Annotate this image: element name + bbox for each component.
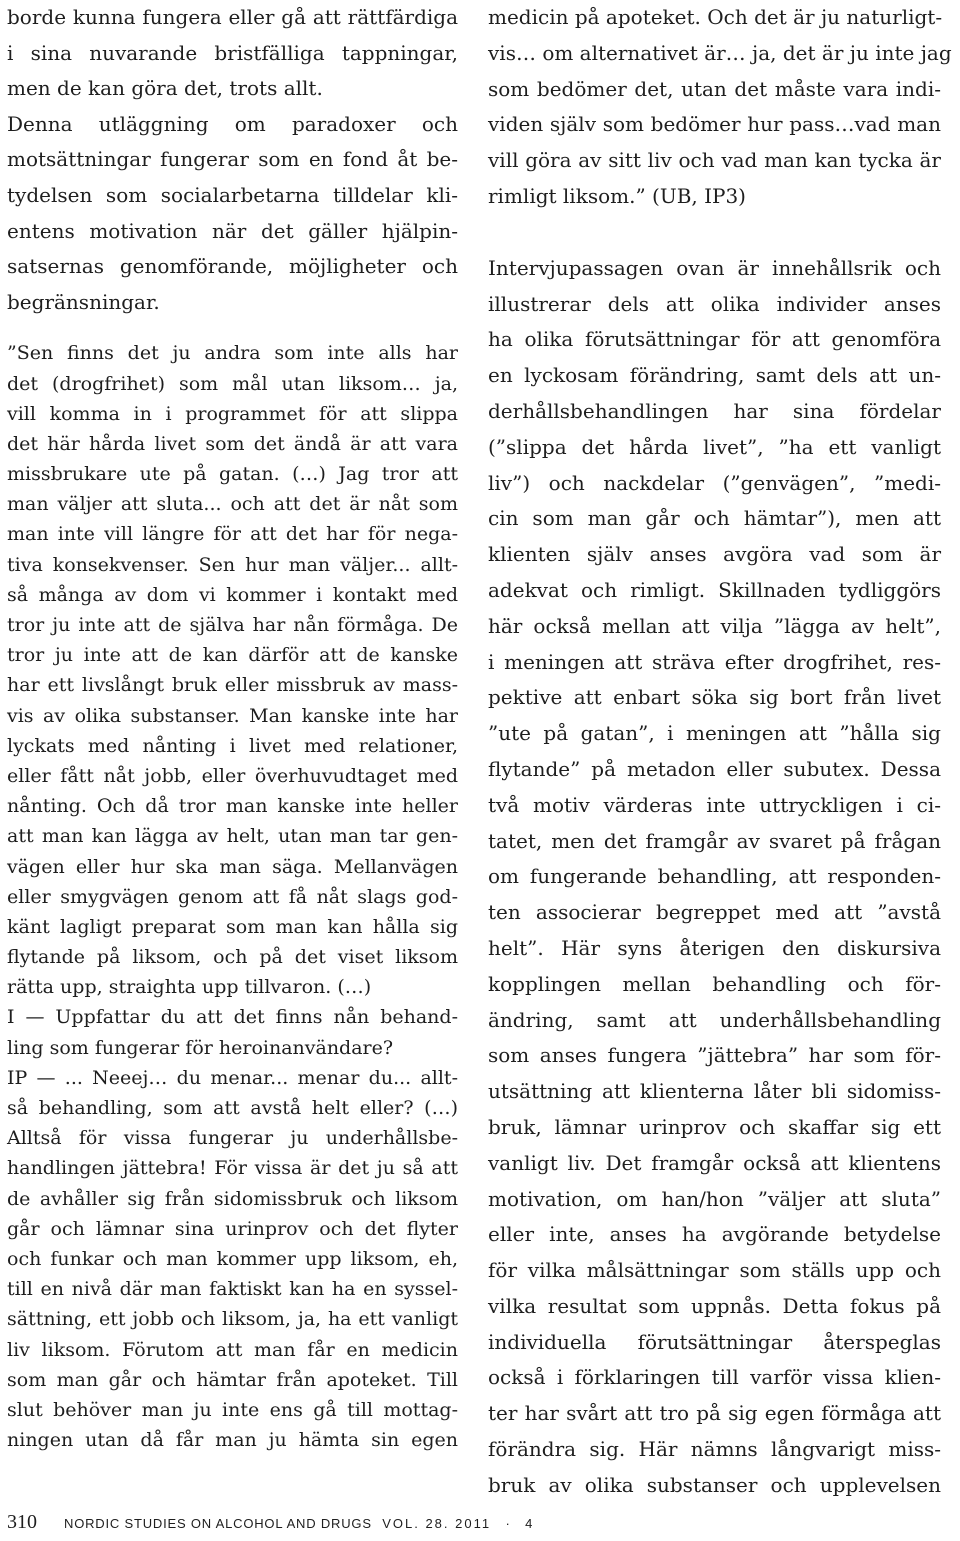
text-line: eller inte, anses ha avgörande betydelse <box>488 1222 941 1247</box>
right-quote-continuation <box>488 0 952 215</box>
text-line: i meningen att sträva efter drogfrihet, res- <box>488 649 941 674</box>
left-intro-paragraphs <box>7 0 458 320</box>
text-line: ”Sen finns det ju andra som inte alls har <box>7 342 458 365</box>
text-line: vilka resultat som uppnås. Detta fokus på <box>488 1293 941 1318</box>
text-line: flytande på liksom, och på det viset liksom <box>7 946 458 969</box>
text-line: liv”) och nackdelar (”genvägen”, ”medi- <box>488 470 941 495</box>
text-line: utsättning att klienterna låter bli sidomiss- <box>488 1079 941 1104</box>
journal-volume: VOL. 28. 2011 <box>382 1516 492 1531</box>
journal-name-line <box>64 1516 533 1531</box>
text-line: illustrerar dels att olika individer anses <box>488 291 941 316</box>
right-column <box>488 0 952 1504</box>
text-line: vis av olika substanser. Man kanske inte har <box>7 704 458 727</box>
interview-quote <box>7 338 458 1455</box>
text-line: adekvat och rimligt. Skillnaden tydliggörs <box>488 577 941 602</box>
text-line: tror ju inte att de kan därför att de kanske <box>7 644 458 667</box>
text-line: lyckats med nånting i livet med relationer, <box>7 734 458 757</box>
text-line: bruk, lämnar urinprov och skaffar sig ett <box>488 1114 941 1139</box>
text-line: som bedömer det, utan det måste vara indi- <box>488 76 941 101</box>
text-line: pektive att enbart söka sig bort från livet <box>488 685 941 710</box>
text-line: Intervjupassagen ovan är innehållsrik och <box>488 255 941 280</box>
text-line: bruk av olika substanser och upplevelsen <box>488 1472 941 1497</box>
text-line: det (drogfrihet) som mål utan liksom… ja, <box>7 372 458 395</box>
text-line: motsättningar fungerar som en fond åt be- <box>7 147 458 172</box>
text-line: vanligt liv. Det framgår också att klientens <box>488 1150 941 1175</box>
text-line: cin som man går och hämtar”), men att <box>488 506 941 531</box>
text-line: begränsningar. <box>7 289 160 314</box>
text-line: förändra sig. Här nämns långvarigt miss- <box>488 1437 941 1462</box>
journal-title: NORDIC STUDIES ON ALCOHOL AND DRUGS <box>64 1516 372 1531</box>
text-line: vill göra av sitt liv och vad man kan tycka är <box>488 148 941 173</box>
text-line: rätta upp, straighta upp tillvaron. (…) <box>7 976 372 999</box>
text-line: har ett livslångt bruk eller missbruk av mass- <box>7 674 458 697</box>
text-line: satsernas genomförande, möjligheter och <box>7 254 458 279</box>
text-line: liv liksom. Förutom att man får en medicin <box>7 1338 458 1361</box>
text-line: derhållsbehandlingen har sina fördelar <box>488 398 941 423</box>
text-line: handlingen jättebra! För vissa är det ju så att <box>7 1157 458 1180</box>
text-line: om fungerande behandling, att responden- <box>488 864 941 889</box>
text-line: missbrukare ute på gatan. (…) Jag tror att <box>7 463 458 486</box>
text-line: det här hårda livet som det ändå är att vara <box>7 432 458 455</box>
text-line: flytande” på metadon eller subutex. Dessa <box>488 756 941 781</box>
text-line: ”ute på gatan”, i meningen att ”hålla sig <box>488 721 941 746</box>
text-line: eller smygvägen genom att få nåt slags god- <box>7 885 458 908</box>
text-line: också i förklaringen till varför vissa klien- <box>488 1365 941 1390</box>
footer-separator: · <box>505 1516 511 1531</box>
text-line: tiva konsekvenser. Sen hur man väljer... allt- <box>7 553 458 576</box>
text-line: så många av dom vi kommer i kontakt med <box>7 583 458 606</box>
text-line: känt lagligt preparat som man kan hålla sig <box>7 915 458 938</box>
text-line: kopplingen mellan behandling och för- <box>488 971 941 996</box>
text-line: går och lämnar sina urinprov och det flyter <box>7 1217 458 1240</box>
text-line: tydelsen som socialarbetarna tilldelar kli- <box>7 182 458 207</box>
text-line: borde kunna fungera eller gå att rättfärdiga <box>7 5 458 29</box>
left-spacer <box>7 320 458 338</box>
text-line: entens motivation när det gäller hjälpin- <box>7 218 458 243</box>
text-line: att man kan lägga av helt, utan man tar gen- <box>7 825 458 848</box>
text-line: som man går och hämtar från apoteket. Till <box>7 1368 458 1391</box>
text-line: sättning, ett jobb och liksom, ja, ha ett vanligt <box>7 1308 458 1331</box>
journal-issue: 4 <box>525 1516 534 1531</box>
text-line: men de kan göra det, trots allt. <box>7 76 323 101</box>
text-line: vis… om alternativet är… ja, det är ju inte jag <box>488 40 952 65</box>
text-line: IP — ... Neeej… du menar... menar du... allt- <box>7 1066 458 1089</box>
text-line: man inte vill längre för att det har för nega- <box>7 523 458 546</box>
text-line: de avhåller sig från sidomissbruk och liksom <box>7 1187 458 1210</box>
text-line: tatet, men det framgår av svaret på frågan <box>488 828 941 853</box>
text-line: ha olika förutsättningar för att genomföra <box>488 327 941 352</box>
text-line: eller fått nåt jobb, eller överhuvudtaget med <box>7 764 458 787</box>
text-line: till en nivå där man faktiskt kan ha en syssel- <box>7 1278 458 1301</box>
text-line: I — Uppfattar du att det finns nån behand- <box>7 1006 458 1029</box>
text-line: man väljer att sluta... och att det är nåt som <box>7 493 458 516</box>
text-line: individuella förutsättningar återspeglas <box>488 1329 941 1354</box>
text-line: som anses fungera ”jättebra” har som för- <box>488 1043 941 1068</box>
text-line: helt”. Här syns återigen den diskursiva <box>488 935 941 960</box>
text-line: två motiv värderas inte uttryckligen i ci- <box>488 792 941 817</box>
text-line: viden själv som bedömer hur pass…vad man <box>488 112 941 137</box>
text-line: ter har svårt att tro på sig egen förmåga att <box>488 1401 941 1426</box>
text-line: motivation, om han/hon ”väljer att sluta” <box>488 1186 941 1211</box>
text-line: medicin på apoteket. Och det är ju naturligt- <box>488 5 943 29</box>
page-number: 310 <box>7 1511 37 1533</box>
text-line: här också mellan att vilja ”lägga av helt”, <box>488 613 941 638</box>
text-line: vägen eller hur ska man säga. Mellanvägen <box>7 855 458 878</box>
text-line: en lyckosam förändring, samt dels att un- <box>488 363 941 388</box>
text-line: tror ju inte att de själva har nån förmåga. De <box>7 614 458 637</box>
text-line: så behandling, som att avstå helt eller? (…) <box>7 1097 458 1120</box>
text-line: klienten själv anses avgöra vad som är <box>488 542 941 567</box>
text-line: Denna utläggning om paradoxer och <box>7 111 458 136</box>
analysis-paragraph <box>488 251 941 1504</box>
text-line: ändring, samt att underhållsbehandling <box>488 1007 941 1032</box>
text-line: nånting. Och då tror man kanske inte heller <box>7 795 458 818</box>
text-line: rimligt liksom.” (UB, IP3) <box>488 183 746 208</box>
text-line: ten associerar begreppet med att ”avstå <box>488 900 941 925</box>
text-line: ningen utan då får man ju hämta sin egen <box>7 1429 458 1452</box>
text-line: (”slippa det hårda livet”, ”ha ett vanligt <box>488 434 941 459</box>
text-line: i sina nuvarande bristfälliga tappningar, <box>7 40 458 65</box>
text-line: slut behöver man ju inte ens gå till mottag- <box>7 1398 458 1421</box>
text-line: Alltså för vissa fungerar ju underhållsbe- <box>7 1127 458 1150</box>
left-column <box>7 0 458 1455</box>
text-line: vill komma in i programmet för att slippa <box>7 402 458 425</box>
right-spacer <box>488 215 941 251</box>
text-line: och funkar och man kommer upp liksom, eh, <box>7 1247 458 1270</box>
text-line: för vilka målsättningar som ställs upp och <box>488 1258 941 1283</box>
text-line: ling som fungerar för heroinanvändare? <box>7 1036 394 1059</box>
